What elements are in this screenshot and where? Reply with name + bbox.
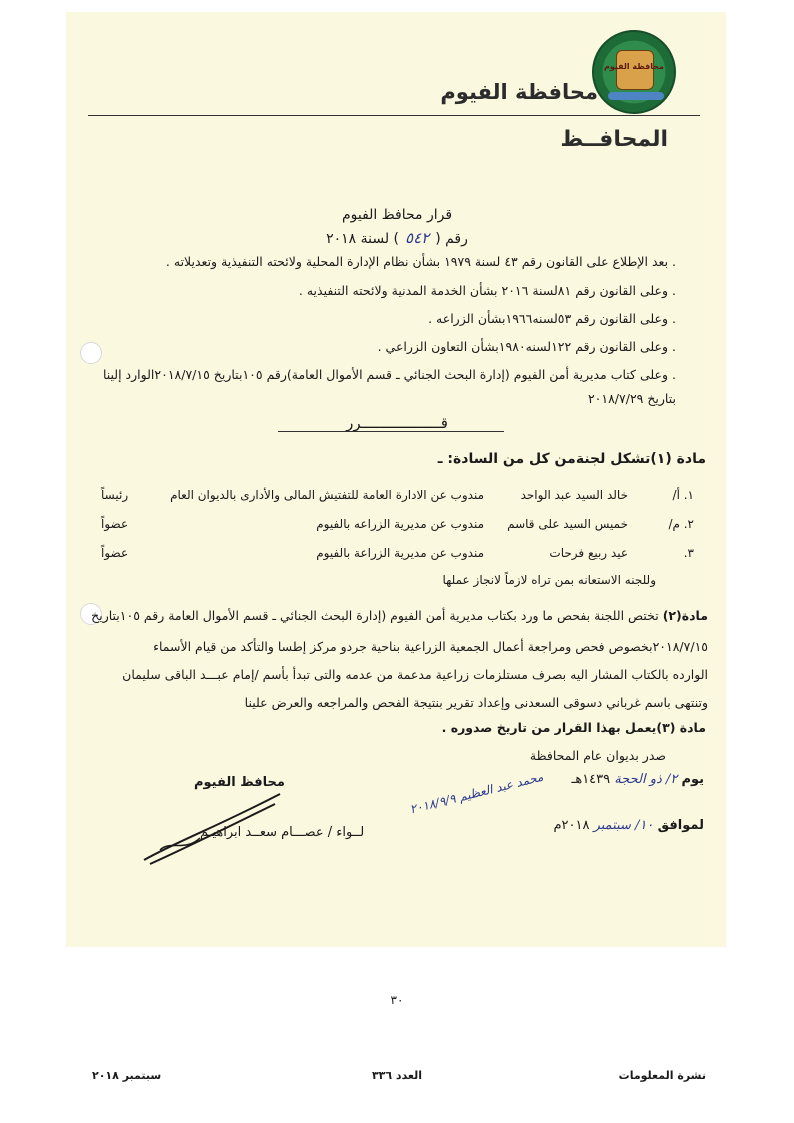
article-2-line: وتنتهى باسم غرباني دسوقى السعدنى وإعداد تقرير بنتيجة الفحص والمراجعه والعرض علينا [244,695,708,710]
member-number: ٣. [683,546,694,560]
seal-wave [608,92,664,100]
gregorian-year: ٢٠١٨م [553,818,590,833]
article-2-text: تختص اللجنة بفحص ما ورد بكتاب مديرية أمن الفيوم (إدارة البحث الجنائي ـ قسم الأموال العامة رقم ١٠٥بتاريخ [91,608,659,623]
member-name: عيد ربيع فرحات [549,546,628,560]
article-3 [442,720,706,735]
decision-number-suffix: ) لسنة ٢٠١٨ [326,231,400,247]
header-divider [88,115,700,116]
member-name: خميس السيد على قاسم [507,517,628,531]
reviewer-initials: محمد عبد العظيم ٢٠١٨/٩/٩ [408,769,545,817]
decree-underline [278,431,504,432]
member-role: رئيساً [101,488,129,502]
article-2-line [91,608,708,623]
decree-word: قــــــــــــــــــرر [346,414,448,432]
member-name: خالد السيد عبد الواحد [520,488,628,502]
article-3-heading: مادة (٣)يعمل بهذا القرار من تاريخ صدوره . [441,720,706,735]
member-representation: مندوب عن الادارة العامة للتفتيش المالى والأدارى بالديوان العام [170,488,484,502]
day-handwritten: ٢/ ذو الحجة [614,772,678,787]
member-role: عضواً [101,517,129,531]
article-1-heading: مادة (١)تشكل لجنةمن كل من السادة: ـ [437,451,706,467]
member-representation: مندوب عن مديرية الزراعة بالفيوم [316,546,484,560]
page-number: ٣٠ [390,993,404,1007]
day-label: يوم [681,772,704,787]
seal-text: محافظة الفيوم [603,62,665,71]
gregorian-date [553,818,704,833]
decision-number-handwritten: ٥٤٢ [405,229,430,247]
signatory-name: لــواء / عصـــام سعــد ابراهيـم [200,825,365,840]
office-title: المحافــظ [560,127,668,152]
committee-aides-note: وللجنه الاستعانه بمن تراه لازماً لانجاز عملها [442,573,656,587]
handwritten-signature-icon [140,790,290,870]
footer-date: سبتمبر ٢٠١٨ [92,1069,162,1082]
member-role: عضواً [101,546,129,560]
governorate-name: محافظة الفيوم [440,80,598,104]
preamble-line: . وعلى القانون رقم ١٢٢لسنه١٩٨٠بشأن التعاون الزراعي . [377,339,676,354]
preamble-line: . بعد الإطلاع على القانون رقم ٤٣ لسنة ١٩٧٩ بشأن نظام الإدارة المحلية ولائحته التنفيذية وتعديلاته . [165,254,676,269]
hijri-date [572,772,704,787]
article-2-line: ٢٠١٨/٧/١٥بخصوص فحص ومراجعة أعمال الجمعية الزراعية بناحية جردو مركز إطسا والتأكد من قيام الأسماء [153,639,708,654]
preamble-line: . وعلى كتاب مديرية أمن الفيوم (إدارة البحث الجنائي ـ قسم الأموال العامة)رقم ١٠٥بتاريخ ٢٠١٨/٧/١٥الوارد إلينا [102,367,676,382]
signatory-title: محافظ الفيوم [194,775,285,790]
footer-issue: العدد ٣٣٦ [371,1069,423,1082]
punch-hole [80,342,102,364]
footer-publication: نشرة المعلومات [618,1069,706,1082]
issued-at: صدر بديوان عام المحافظة [529,748,666,763]
hijri-year: ١٤٣٩هـ [571,772,611,787]
member-number: ٢. م/ [668,517,694,531]
decision-title: قرار محافظ الفيوم [341,207,453,223]
member-representation: مندوب عن مديرية الزراعه بالفيوم [316,517,484,531]
corresponding-label: لموافق [657,818,704,833]
decision-number [0,229,794,247]
article-2-heading: مادة(٢) [662,608,708,623]
article-2-line: الوارده بالكتاب المشار اليه بصرف مستلزمات زراعية مدعمة من عدمه والتى تبدأ بأسم /إمام عبـــد الباقى سليمان [122,667,708,682]
governorate-seal-icon [592,30,676,114]
corresponding-handwritten: ١٠/ سبتمبر [593,818,654,833]
preamble-line: بتاريخ ٢٠١٨/٧/٢٩ [587,391,676,406]
decision-number-prefix: رقم ( [435,231,468,247]
preamble-line: . وعلى القانون رقم ٨١لسنة ٢٠١٦ بشأن الخدمة المدنية ولائحته التنفيذيه . [298,283,676,298]
member-number: ١. أ/ [672,488,694,502]
preamble-line: . وعلى القانون رقم ٥٣لسنه١٩٦٦بشأن الزراعه . [428,311,676,326]
